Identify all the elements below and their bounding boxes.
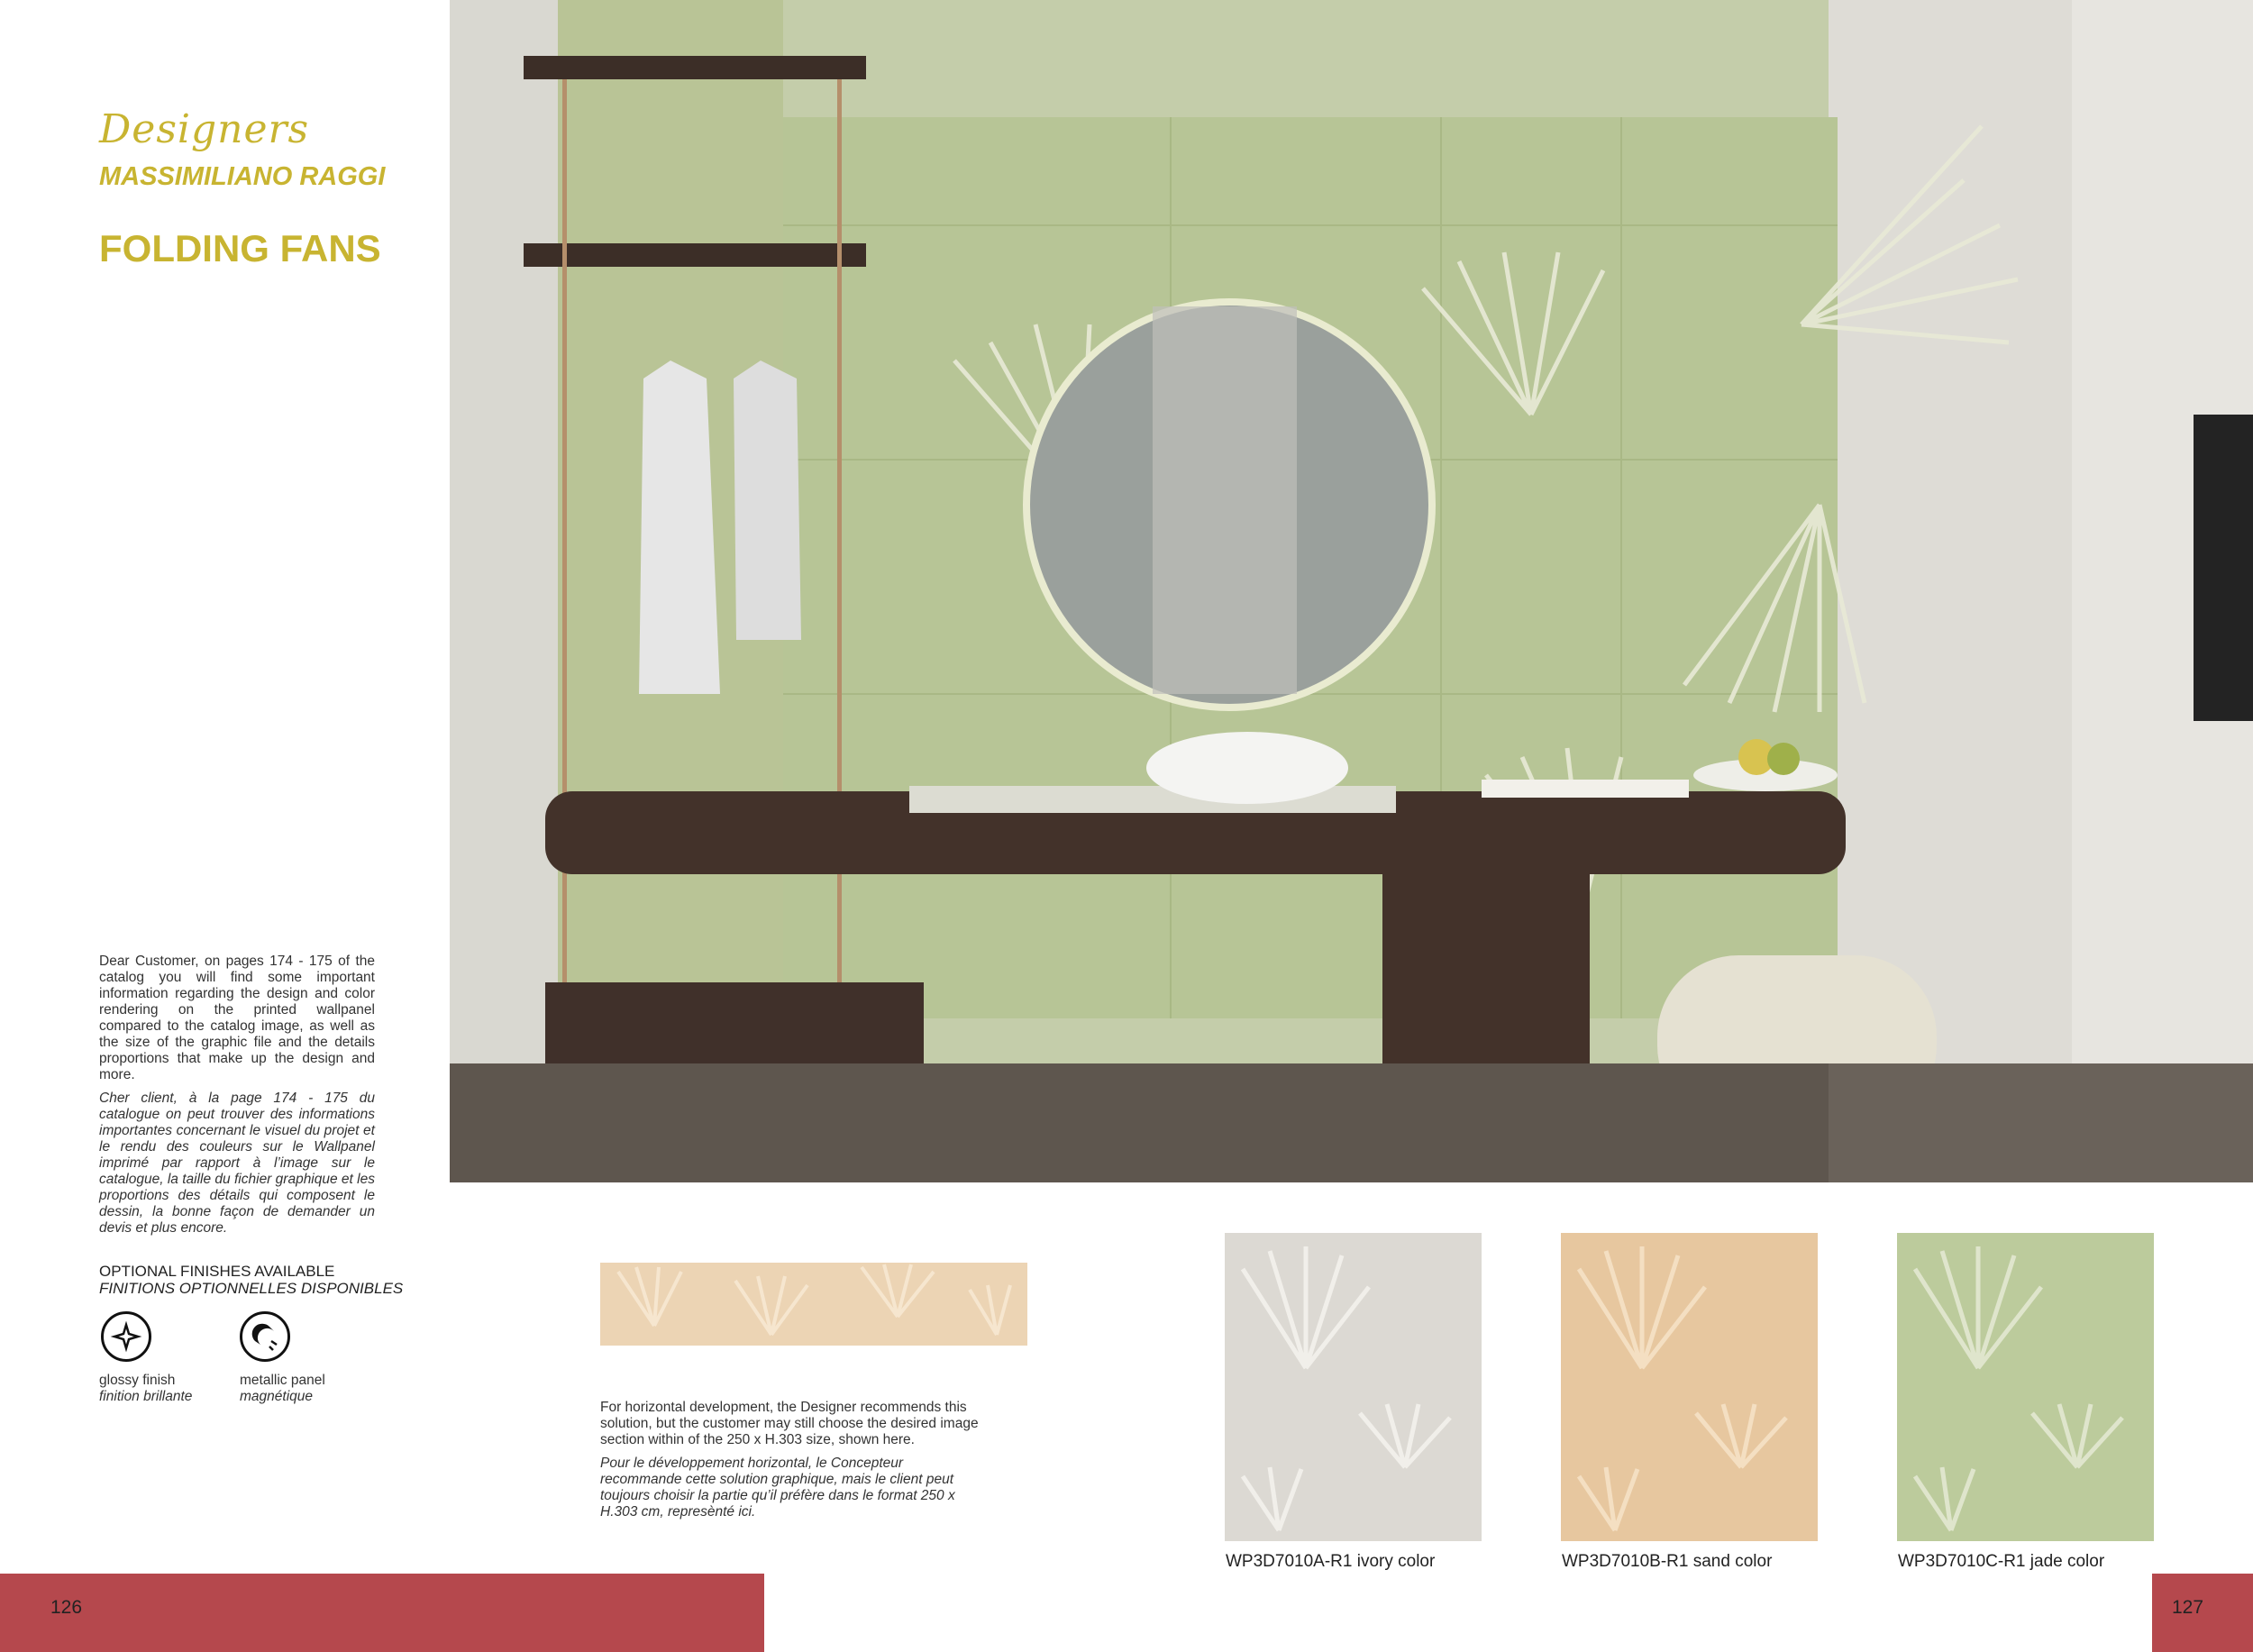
hero-interior-image [450, 0, 2253, 1182]
magnet-icon [240, 1311, 290, 1362]
swatch-ivory [1225, 1233, 1482, 1541]
hero-scene [450, 0, 2253, 1182]
finish-glossy-en: glossy finish [99, 1373, 176, 1388]
swatch-jade-label: WP3D7010C-R1 jade color [1898, 1552, 2105, 1571]
customer-notice-fr: Cher client, à la page 174 - 175 du catalogue on peut trouver des informations importantes concernant le visuel du projet et le rendu des couleurs sur le Wallpanel imprimé par rapport à l’image sur le catalogue, la taille du fichier graphique et les proportions des détails qui composent le dessin, la bonne façon de demander un devis et plus encore. [99, 1091, 375, 1236]
collection-title: FOLDING FANS [99, 227, 381, 269]
horizontal-note-fr: Pour le développement horizontal, le Concepteur recommande cette solution graphique, mais le client peut toujours choisir la partie qu’il préfère dans le format 250 x H.303 cm, represènté ici. [600, 1456, 955, 1520]
finish-metallic [240, 1373, 325, 1405]
finish-metallic-en: metallic panel [240, 1373, 325, 1388]
horizontal-note-en: For horizontal development, the Designer recommends this solution, but the customer may still choose the desired image section within of the 250 x H.303 size, shown here. [600, 1400, 979, 1447]
customer-notice [99, 954, 375, 1244]
optional-finishes-en: OPTIONAL FINISHES AVAILABLE [99, 1263, 335, 1280]
swatch-ivory-label: WP3D7010A-R1 ivory color [1226, 1552, 1436, 1571]
finish-glossy [99, 1373, 192, 1405]
footer-bar-left [0, 1574, 764, 1652]
customer-notice-en: Dear Customer, on pages 174 - 175 of the catalog you will find some important information regarding the design and color rendering on the printed wallpanel compared to the catalog image, as well as the size of the graphic file and the details proportions that make up the design and more. [99, 954, 375, 1082]
horizontal-note [600, 1400, 979, 1528]
designers-label: Designers [99, 106, 310, 152]
page-number-left: 126 [50, 1597, 83, 1618]
optional-finishes-title [99, 1263, 403, 1297]
optional-finishes-fr: FINITIONS OPTIONNELLES DISPONIBLES [99, 1280, 404, 1297]
swatch-sand-label: WP3D7010B-R1 sand color [1562, 1552, 1773, 1571]
swatch-sand [1561, 1233, 1818, 1541]
footer-bar-right [2152, 1574, 2253, 1652]
page-number-right: 127 [2172, 1597, 2204, 1618]
glossy-finish-icon [101, 1311, 151, 1362]
finish-metallic-fr: magnétique [240, 1389, 314, 1404]
horizontal-layout-swatch [600, 1263, 1027, 1346]
designer-name: MASSIMILIANO RAGGI [99, 162, 386, 191]
finish-glossy-fr: finition brillante [99, 1389, 193, 1404]
swatch-jade [1897, 1233, 2154, 1541]
